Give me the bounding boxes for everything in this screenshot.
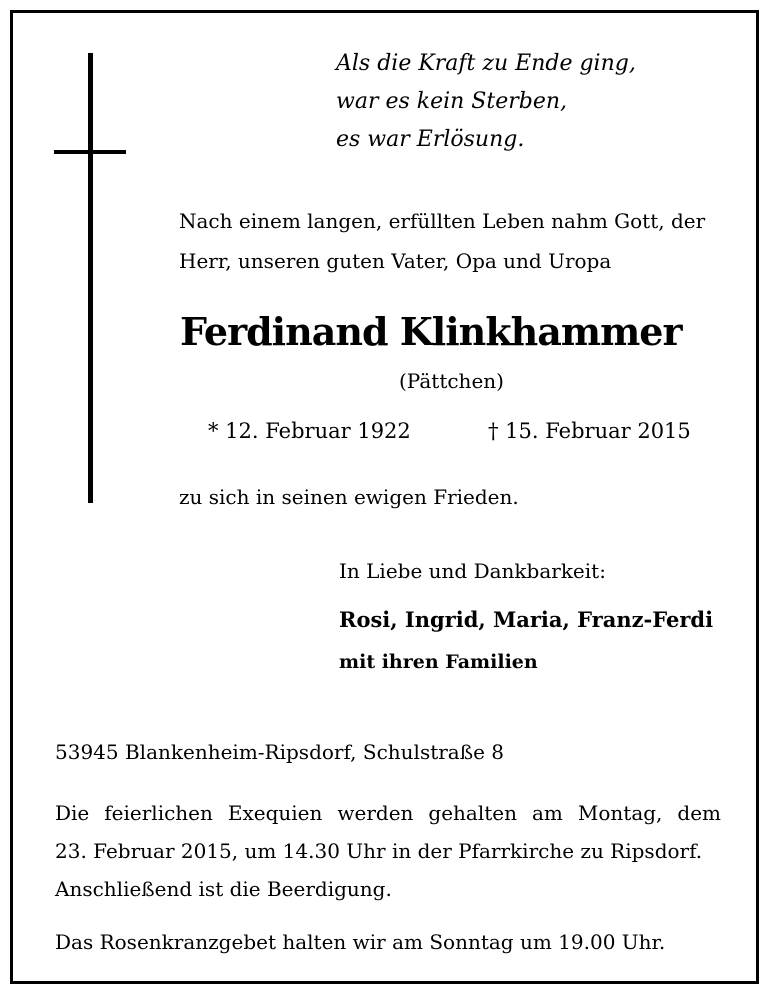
intro-line: Herr, unseren guten Vater, Opa und Uropa [179,249,612,273]
verse-line: es war Erlösung. [336,127,525,152]
peace-text: zu sich in seinen ewigen Frieden. [179,485,519,509]
mourners-families: mit ihren Familien [339,651,538,673]
mourners-names: Rosi, Ingrid, Maria, Franz-Ferdi [339,607,714,632]
intro-text [179,201,705,281]
deceased-name: Ferdinand Klinkhammer [180,309,682,354]
verse [336,45,636,159]
intro-line: Nach einem langen, erfüllten Leben nahm Gott, der [179,209,706,233]
deceased-nickname: (Pättchen) [399,369,504,393]
address: 53945 Blankenheim-Ripsdorf, Schulstraße 8 [55,740,505,764]
cross-icon [88,53,93,503]
birth-date: * 12. Februar 1922 [208,419,411,443]
service-line: Anschließend ist die Beerdigung. [55,877,392,901]
rosary-text: Das Rosenkranzgebet halten wir am Sonntag um 19.00 Uhr. [55,930,666,954]
verse-line: war es kein Sterben, [336,89,568,114]
service-text [55,794,721,908]
verse-line: Als die Kraft zu Ende ging, [336,51,636,76]
service-line: 23. Februar 2015, um 14.30 Uhr in der Pfarrkirche zu Ripsdorf. [55,839,703,863]
closing-love: In Liebe und Dankbarkeit: [339,559,606,583]
cross-icon-bar [54,150,126,154]
service-line: Die feierlichen Exequien werden gehalten am Montag, dem [55,801,721,825]
death-date: † 15. Februar 2015 [488,419,691,443]
obituary-notice [10,10,759,984]
